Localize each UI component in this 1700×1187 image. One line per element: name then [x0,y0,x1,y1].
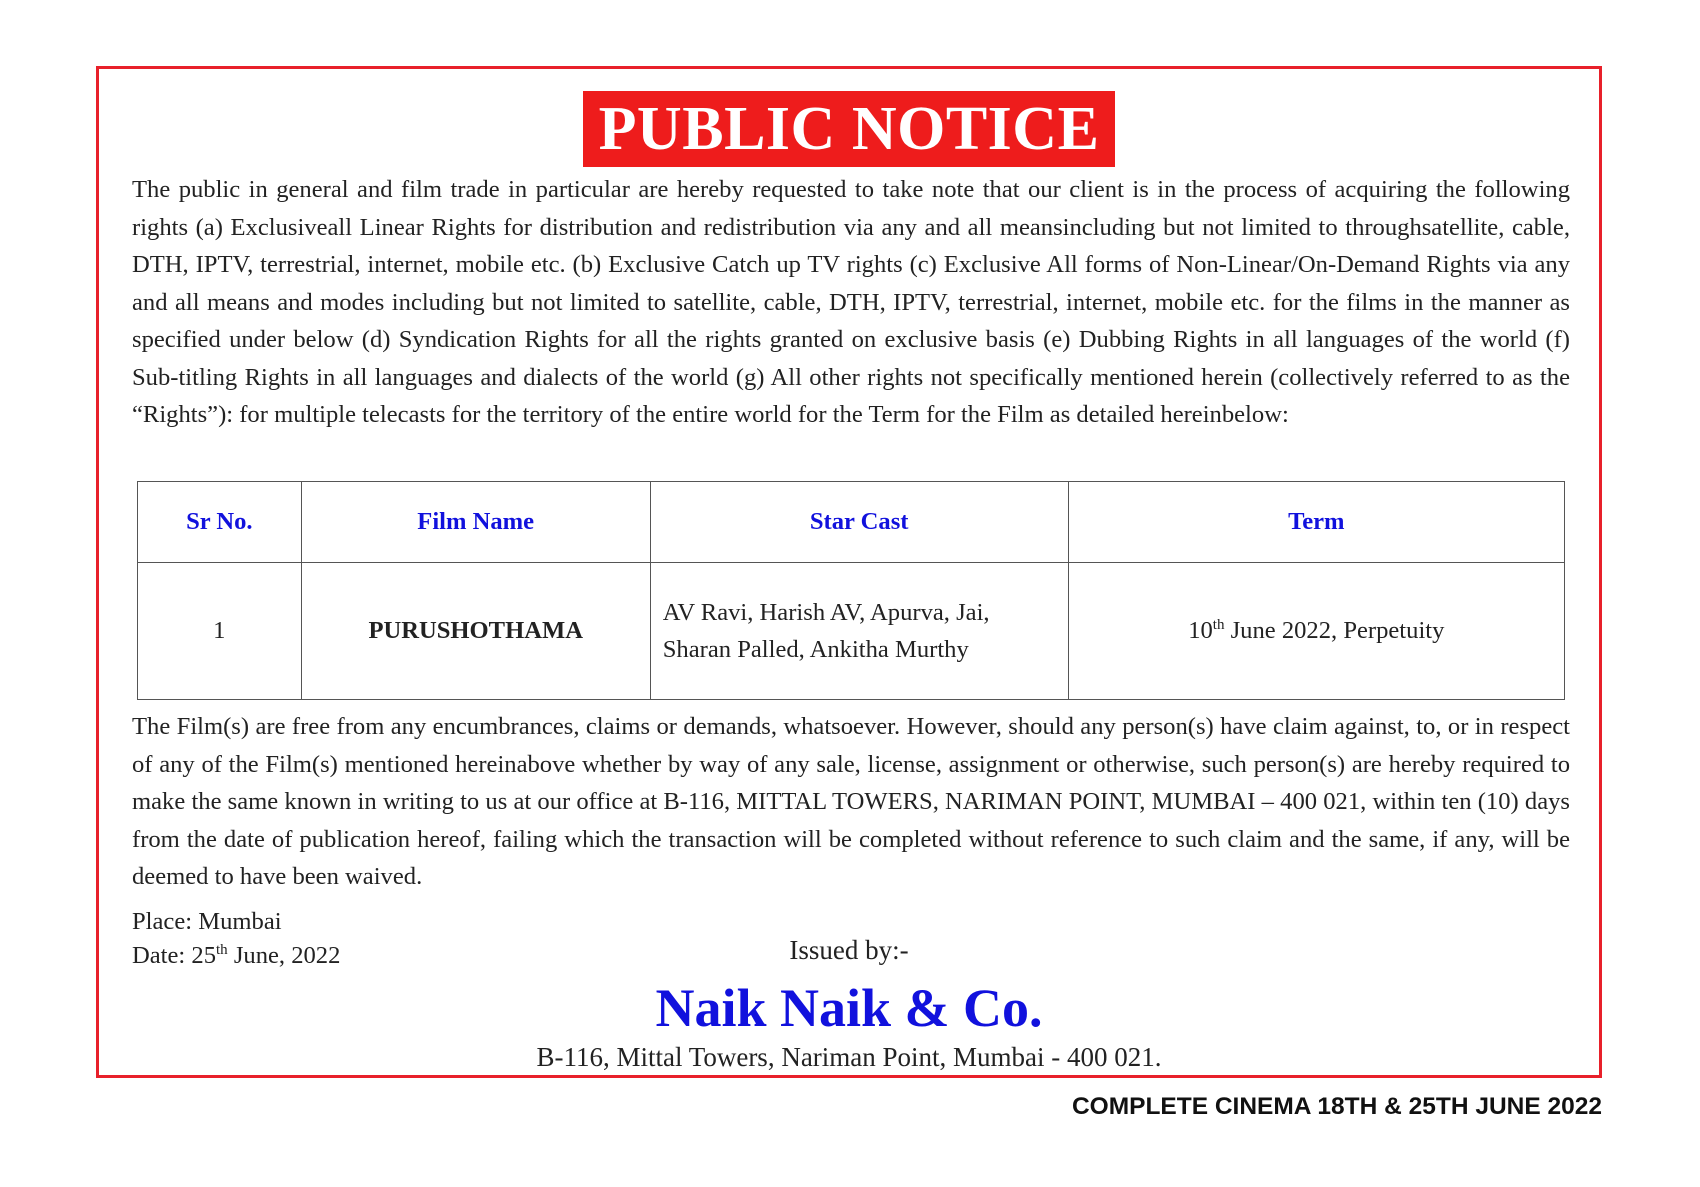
cell-term [1068,563,1564,700]
publication-footer: COMPLETE CINEMA 18TH & 25TH JUNE 2022 [1071,1093,1602,1120]
term-day-suffix: th [1212,616,1225,633]
intro-paragraph: The public in general and film trade in particular are hereby requested to take note that our client is in the process of acquiring the following rights (a) Exclusiveall Linear Rights for distribution and redistribution via any and all meansincluding but not limited to throughsatellite, cable, DTH, IPTV, terrestrial, internet, mobile etc. (b) Exclusive Catch up TV rights (c) Exclusive All forms of Non-Linear/On-Demand Rights via any and all means and modes including but not limited to satellite, cable, DTH, IPTV, terrestrial, internet, mobile etc. for the films in the manner as specified under below (d) Syndication Rights for all the rights granted on exclusive basis (e) Dubbing Rights in all languages of the world (f) Sub-titling Rights in all languages and dialects of the world (g) All other rights not specifically mentioned herein (collectively referred to as the “Rights”): for multiple telecasts for the territory of the entire world for the Term for the Film as detailed hereinbelow: [132,176,1570,428]
place-line: Place: Mumbai [132,908,282,935]
cell-star-cast: AV Ravi, Harish AV, Apurva, Jai, Sharan Palled, Ankitha Murthy [650,563,1068,700]
title-wrap [99,91,1599,167]
table-row [138,563,1565,700]
firm-address: B-116, Mittal Towers, Nariman Point, Mumbai - 400 021. [536,1042,1162,1072]
films-table [137,481,1565,700]
term-rest: June 2022, Perpetuity [1224,617,1445,644]
header-term: Term [1068,482,1564,563]
date-prefix: Date: 25 [132,942,217,969]
body-paragraph: The Film(s) are free from any encumbrances, claims or demands, whatsoever. However, should any person(s) have claim against, to, or in respect of any of the Film(s) mentioned hereinabove whether by way of any sale, license, assignment or otherwise, such person(s) are hereby required to make the same known in writing to us at our office at B-116, MITTAL TOWERS, NARIMAN POINT, MUMBAI – 400 021, within ten (10) days from the date of publication hereof, failing which the transaction will be completed without reference to such claim and the same, if any, will be deemed to have been waived. [132,713,1570,890]
header-sr-no: Sr No. [138,482,302,563]
header-star-cast: Star Cast [650,482,1068,563]
date-suffix: th [216,941,228,958]
cell-sr-no: 1 [138,563,302,700]
issued-by: Issued by:- [789,935,909,965]
notice-title: PUBLIC NOTICE [583,91,1116,167]
notice-frame [96,66,1602,1078]
term-day: 10 [1188,617,1213,644]
firm-name: Naik Naik & Co. [655,978,1043,1038]
cell-film-name: PURUSHOTHAMA [301,563,650,700]
date-rest: June, 2022 [227,942,341,969]
table-header-row [138,482,1565,563]
header-film-name: Film Name [301,482,650,563]
